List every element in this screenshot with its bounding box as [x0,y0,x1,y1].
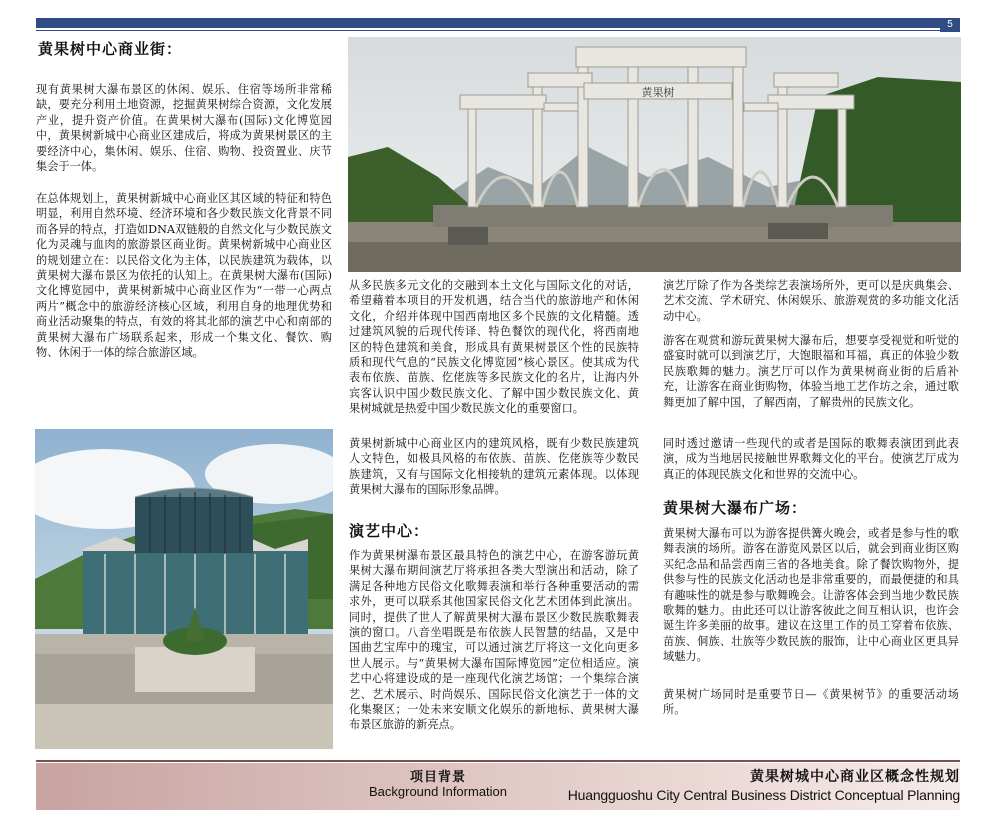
waterfall-square-heading: 黄果树大瀑布广场： [663,499,808,517]
commercial-street-heading: 黄果树中心商业街： [38,40,183,58]
footer-document-title-cn: 黄果树城中心商业区概念性规划 [750,769,960,785]
footer-rule [36,760,960,762]
footer-section-label-en: Background Information [368,784,508,799]
footer-section-label-cn: 项目背景 [409,770,466,785]
right-paragraph-5: 黄果树广场同时是重要节日—《黄果树节》的重要活动场所。 [663,688,959,717]
right-paragraph-1: 演艺厅除了作为各类综艺表演场所外，更可以是庆典集会、艺术交流、学术研究、休闲娱乐、旅游观赏的多功能文化活动中心。 [663,279,959,323]
left-paragraph-1: 现有黄果树大瀑布景区的休闲、娱乐、住宿等场所非常稀缺，要充分利用土地资源，挖掘黄果树综合资源，文化发展产业，提升资产价值。在黄果树大瀑布(国际)文化博览园中，黄果树新城中心商业区建成后，将成为黄果树景区的主要经济中心，集休闲、娱乐、住宿、购物、投资置业、庆节集会于一体。 [36,83,332,174]
right-paragraph-2: 游客在观赏和游玩黄果树大瀑布后，想要享受视觉和听觉的盛宴时就可以到演艺厅，大饱眼福和耳福，真正的体验少数民族歌舞的魅力。演艺厅可以作为黄果树商业街的后盾补充，让游客在商业街购物，体验当地工艺作坊之余，通过歌舞更加了解中国，了解西南，了解贵州的民族文化。 [663,334,959,409]
performance-hall-photo [35,429,333,749]
performance-center-heading: 演艺中心： [349,522,430,540]
left-paragraph-2: 在总体规划上，黄果树新城中心商业区其区域的特征和特色明显，利用自然环境、经济环境和各少数民族文化背景不同而各异的特点，打造如DNA双链般的自然文化与少数民族文化为灵魂与血肉的旅游景区商业街。黄果树新城中心商业区的规划建立在：以民俗文化为主体，以民族建筑为载体，以黄果树大瀑布景区为依托的认知上。在黄果树大瀑布(国际)文化博览园中，黄果树新城中心商业区作为“一带一心两点两片”概念中的旅游经济核心区域，利用自身的地理优势和商业活动聚集的特点，有效的将其北部的演艺中心和南部的黄果树大瀑布广场联系起来，形成一个集文化、餐饮、购物、休闲于一体的综合旅游区域。 [36,192,332,360]
header-rule [36,30,960,31]
right-paragraph-4: 黄果树大瀑布可以为游客提供篝火晚会，或者是参与性的歌舞表演的场所。游客在游览风景区以后，就会到商业街区购买纪念品和品尝西南三省的各地美食。除了餐饮购物外，提供参与性的民族文化活动也是非常重要的，而最便捷的和具有趣味性的就是参与歌舞晚会。让游客体会到当地少数民族歌舞的魅力。由此还可以让游客彼此之间互相认识，也许会诞生许多美丽的故事。建议在这里工作的员工穿着布依族、苗族、侗族、壮族等少数民族的服饰，让中心商业区更具异域魅力。 [663,527,959,664]
middle-paragraph-1: 从多民族多元文化的交融到本土文化与国际文化的对话，希望藉着本项目的开发机遇，结合当代的旅游地产和休闲文化，介绍并体现中国西南地区多个民族的文化精髓。透过建筑风貌的后现代传译、特色餐饮的现代化，将西南地区的特色建筑和美食，形成具有黄果树景区个性的民族特质和现代气息的“民族文化博览园”核心景区。使其成为代表布依族、苗族、仡佬族等多民族文化的名片，让海内外宾客认识中国少数民族文化、了解中国少数民族文化、黄果树城就是热爱中国少数民族文化的重要窗口。 [349,279,639,416]
middle-paragraph-2: 黄果树新城中心商业区内的建筑风格，既有少数民族建筑人文特色，如极具风格的布依族、苗族、仡佬族等少数民族建筑，又有与国际文化相接轨的建筑元素体现。以体现黄果树大瀑布的国际形象品牌。 [349,437,639,497]
footer-document-title-en: Huangguoshu City Central Business District Conceptual Planning [567,787,960,803]
header-bar [36,18,940,28]
archway-plaque: 黄果树 [641,86,675,99]
stone-archway-photo [348,37,961,272]
middle-paragraph-3: 作为黄果树瀑布景区最具特色的演艺中心，在游客游玩黄果树大瀑布期间演艺厅将承担各类大型演出和活动，除了满足各种地方民俗文化歌舞表演和举行各种重要活动的需求外，更可以联系其他国家民俗文化艺术团体到此演出。同时，提供了世人了解黄果树大瀑布景区少数民族歌舞表演的窗口。八音坐唱既是布依族人民智慧的结晶，又是中国曲艺宝库中的瑰宝，可以通过演艺厅将这一文化向更多世人展示。与“黄果树大瀑布国际博览园”定位相适应。演艺中心将建设成的是一座现代化演艺场馆；一个集综合演艺、艺术展示、时尚娱乐、国际民俗文化演艺于一体的文化集聚区；一处未来安顺文化娱乐的新地标、黄果树大瀑布景区旅游的新亮点。 [349,549,639,732]
page-number: 5 [940,18,960,32]
right-paragraph-3: 同时透过邀请一些现代的或者是国际的歌舞表演团到此表演，成为当地居民接触世界歌舞文化的平台。使演艺厅成为真正的体现民族文化和世界的交流中心。 [663,437,959,481]
